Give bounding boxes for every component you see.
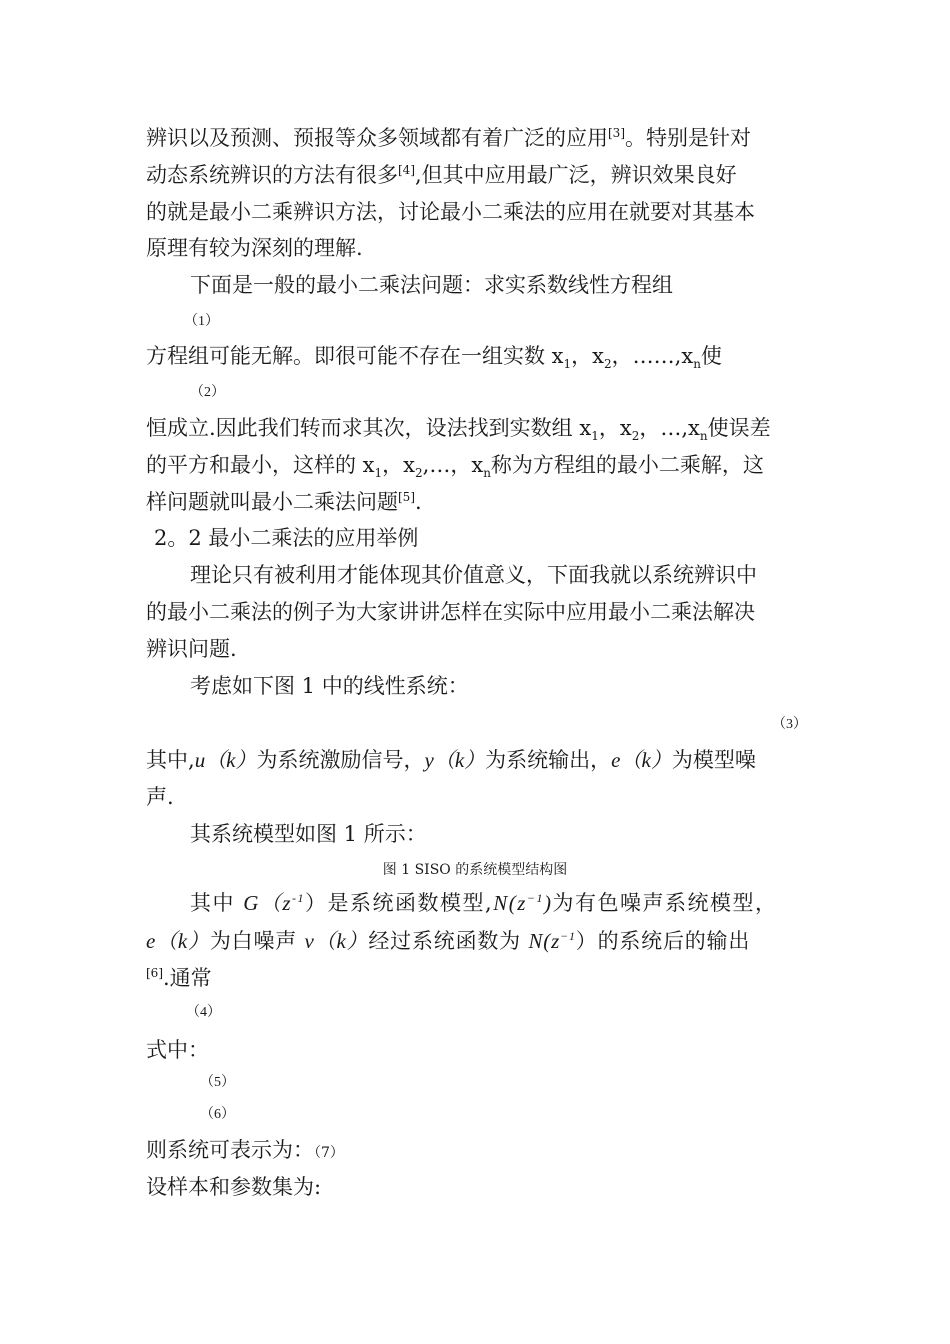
equation-number: （6）: [200, 1107, 235, 1122]
section-heading: 2。2 最小二乘法的应用举例: [154, 526, 419, 550]
para-text-line: 恒成立.因此我们转而求其次，设法找到实数组 $x_1$，$x_2$，$\dots,x_n$使误差: [146, 416, 771, 444]
para-text-line: 辨识以及预测、预报等众多领域都有着广泛的应用[3]。特别是针对: [146, 126, 751, 150]
figure-caption: 图 1 SISO 的系统模型结构图: [382, 862, 568, 878]
para-text-line: 原理有较为深刻的理解.: [146, 236, 363, 260]
para-text-line: 其中,u（k）为系统激励信号，y（k）为系统输出，e（k）为模型噪: [146, 748, 756, 772]
para-text-line: 考虑如下图 1 中的线性系统：: [190, 674, 469, 698]
para-text-line: 样问题就叫最小二乘法问题[5].: [146, 490, 422, 514]
para-text-line: 其系统模型如图 1 所示：: [190, 822, 427, 846]
equation-number: （2）: [190, 385, 225, 400]
citation: [6]: [146, 966, 163, 980]
para-text-line: 理论只有被利用才能体现其价值意义，下面我就以系统辨识中: [190, 563, 757, 587]
para-text-line: 式中：: [146, 1038, 209, 1062]
para-text-line: 下面是一般的最小二乘法问题：求实系数线性方程组: [190, 273, 673, 297]
equation-number: （7）: [314, 1145, 344, 1161]
para-text-line: e（k）为白噪声 v（k）经过系统函数为 $N(z^{-1})$的系统后的输出: [146, 929, 751, 953]
para-text-line: 设样本和参数集为:: [146, 1175, 322, 1199]
citation: [3]: [608, 126, 625, 140]
para-text-line: 其中 $G(z^{-1})$是系统函数模型$,N(z^{-1})$为有色噪声系统模型，: [190, 891, 778, 915]
para-text-line: [6].通常: [146, 966, 212, 990]
equation-number: （5）: [200, 1075, 235, 1090]
para-text-line: 声.: [146, 785, 174, 809]
equation-number: （1）: [184, 314, 219, 329]
para-text-line: 的平方和最小，这样的 $x_1$，$x_2,\dots$，$x_n$称为方程组的最小二乘解，这: [146, 453, 764, 481]
citation: [5]: [398, 490, 415, 504]
citation: [4]: [398, 163, 415, 177]
para-text-line: 辨识问题.: [146, 637, 237, 661]
equation-number: （4）: [186, 1005, 221, 1020]
para-text-line: 的就是最小二乘辨识方法，讨论最小二乘法的应用在就要对其基本: [146, 200, 755, 224]
para-text-line: 则系统可表示为：（7）: [146, 1138, 344, 1162]
para-text-line: 的最小二乘法的例子为大家讲讲怎样在实际中应用最小二乘法解决: [146, 600, 755, 624]
para-text-line: 方程组可能无解。即很可能不存在一组实数 $x_1$，$x_2$，$\dots\dots,x_n$使: [146, 344, 722, 372]
para-text-line: 动态系统辨识的方法有很多[4],但其中应用最广泛，辨识效果良好: [146, 163, 737, 187]
equation-number: （3）: [772, 717, 807, 732]
